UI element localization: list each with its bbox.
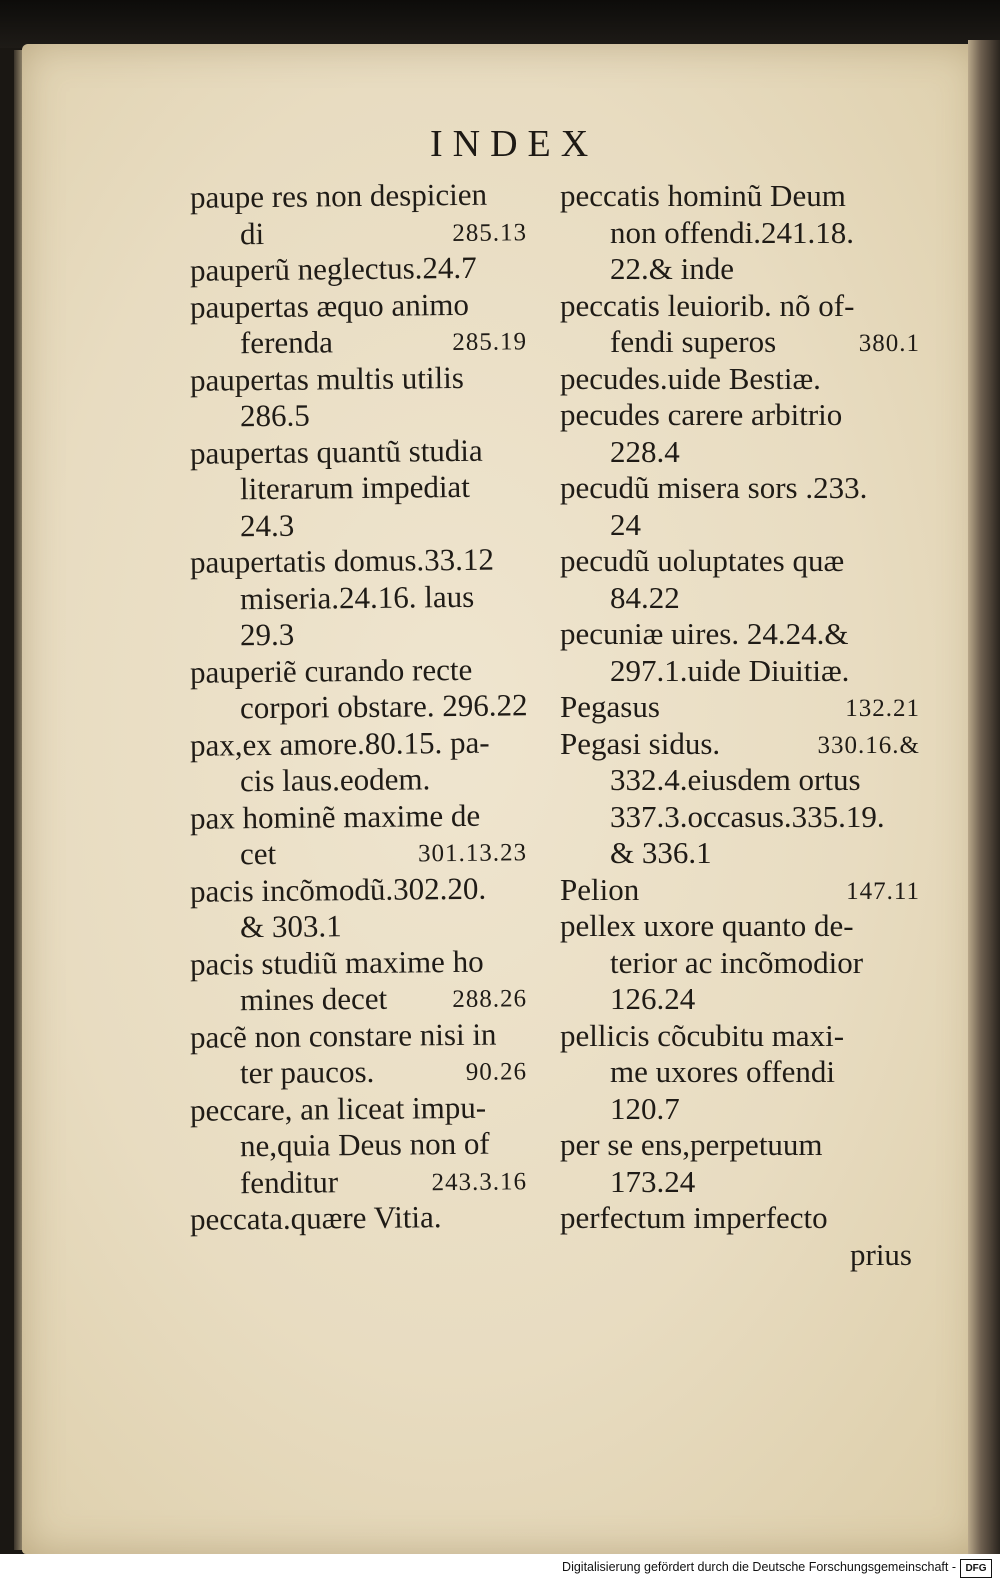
index-entry-line bbox=[190, 505, 535, 545]
index-entry-line bbox=[190, 176, 535, 216]
index-entry-line bbox=[560, 726, 920, 763]
footer-bar bbox=[0, 1554, 1000, 1583]
index-entry-text: prius bbox=[850, 1236, 912, 1272]
index-entry-text: pacẽ non constare nisi in bbox=[189, 1016, 497, 1055]
index-entry-line bbox=[190, 651, 535, 691]
index-entry-line bbox=[190, 833, 535, 873]
index-page-reference: 147.11 bbox=[846, 877, 920, 905]
page-header: INDEX bbox=[430, 123, 599, 165]
index-entry-line bbox=[560, 324, 920, 361]
index-entry-line bbox=[560, 1200, 920, 1237]
index-page-reference: 288.26 bbox=[452, 985, 528, 1014]
index-column-left bbox=[190, 178, 535, 1237]
index-entry-text: me uxores offendi bbox=[610, 1054, 835, 1089]
index-entry-text: pecudũ misera sors .233. bbox=[560, 470, 868, 505]
index-entry-line bbox=[190, 1089, 535, 1129]
index-entry-text: perfectum imperfecto bbox=[560, 1200, 828, 1235]
book-cover-top bbox=[0, 0, 1000, 48]
index-page-reference: 330.16.& bbox=[817, 731, 920, 759]
index-entry-line bbox=[560, 945, 920, 982]
index-entry-line bbox=[190, 760, 535, 800]
index-entry-text: peccatis hominũ Deum bbox=[560, 178, 846, 213]
index-entry-text: 173.24 bbox=[610, 1163, 696, 1199]
index-entry-line bbox=[560, 543, 920, 580]
index-entry-line bbox=[190, 432, 535, 472]
index-entry-line bbox=[190, 906, 535, 946]
index-entry-text: & 336.1 bbox=[610, 835, 712, 870]
index-entry-line bbox=[560, 215, 920, 252]
index-entry-line bbox=[560, 434, 920, 471]
index-entry-text: pax hominẽ maxime de bbox=[189, 797, 481, 836]
index-entry-text: peccatis leuiorib. nõ of- bbox=[560, 287, 855, 323]
index-entry-text: peccare, an liceat impu- bbox=[189, 1089, 487, 1128]
index-entry-line bbox=[190, 979, 535, 1019]
index-entry-line bbox=[190, 359, 535, 399]
index-entry-line bbox=[560, 616, 920, 653]
index-entry-text: pellex uxore quanto de- bbox=[560, 908, 854, 943]
index-entry-text: pacis studiũ maxime ho bbox=[189, 943, 484, 982]
index-entry-text: ne,quia Deus non of bbox=[239, 1125, 490, 1164]
index-entry-text: ter paucos. bbox=[239, 1053, 375, 1091]
index-entry-text: Pelion bbox=[560, 871, 640, 907]
index-entry-text: 22.& inde bbox=[610, 251, 734, 286]
index-entry-line bbox=[560, 361, 920, 398]
index-entry-text: fendi superos bbox=[610, 324, 777, 359]
index-entry-text: cet bbox=[239, 835, 277, 872]
index-entry-line bbox=[560, 1018, 920, 1055]
index-entry-text: 120.7 bbox=[610, 1090, 680, 1126]
index-entry-line bbox=[190, 870, 535, 910]
index-entry-line bbox=[190, 614, 535, 654]
index-entry-text: pax,ex amore.80.15. pa- bbox=[189, 724, 490, 763]
index-entry-line bbox=[190, 1162, 535, 1202]
index-page-reference: 380.1 bbox=[858, 330, 920, 357]
index-entry-text: paupertatis domus.33.12 bbox=[189, 541, 495, 580]
index-entry-text: pecuniæ uires. 24.24.& bbox=[560, 616, 849, 651]
index-entry-line bbox=[190, 724, 535, 764]
index-entry-text: 332.4.eiusdem ortus bbox=[610, 762, 861, 797]
index-entry-line bbox=[560, 288, 920, 325]
index-entry-line bbox=[560, 908, 920, 945]
index-entry-line bbox=[560, 507, 920, 544]
index-entry-line bbox=[190, 687, 535, 727]
index-column-right bbox=[560, 178, 920, 1273]
index-entry-line bbox=[560, 653, 920, 690]
index-entry-text: pecudũ uoluptates quæ bbox=[560, 543, 845, 578]
index-page-reference: 132.21 bbox=[845, 695, 920, 722]
index-entry-line bbox=[560, 1127, 920, 1164]
index-entry-text: 29.3 bbox=[239, 616, 295, 653]
index-entry-line bbox=[190, 578, 535, 618]
index-entry-text: 84.22 bbox=[610, 579, 680, 615]
index-entry-text: corpori obstare. 296.22 bbox=[239, 687, 528, 726]
index-entry-line bbox=[190, 1198, 535, 1238]
index-entry-text: fenditur bbox=[239, 1163, 339, 1200]
index-entry-text: non offendi.241.18. bbox=[610, 214, 854, 250]
index-entry-text: 126.24 bbox=[610, 981, 696, 1016]
index-entry-text: 297.1.uide Diuitiæ. bbox=[610, 652, 850, 688]
index-entry-text: Pegasi sidus. bbox=[560, 725, 721, 761]
index-entry-line bbox=[190, 468, 535, 508]
index-entry-line bbox=[190, 249, 535, 289]
index-entry-text: 24.3 bbox=[239, 507, 295, 543]
index-entry-line bbox=[190, 1016, 535, 1056]
index-entry-line bbox=[190, 213, 535, 253]
index-entry-text: 286.5 bbox=[239, 397, 310, 434]
index-entry-line bbox=[560, 835, 920, 872]
index-entry-line bbox=[190, 541, 535, 581]
index-entry-text: 337.3.occasus.335.19. bbox=[610, 798, 885, 834]
index-entry-text: pauperiẽ curando recte bbox=[189, 651, 473, 690]
index-entry-line bbox=[560, 580, 920, 617]
index-entry-text: per se ens,perpetuum bbox=[560, 1127, 823, 1162]
index-entry-line bbox=[560, 1237, 920, 1274]
index-page-reference: 301.13.23 bbox=[417, 839, 528, 868]
page-edge-right bbox=[968, 40, 1000, 1560]
index-entry-text: 228.4 bbox=[610, 433, 680, 469]
index-entry-line bbox=[560, 1054, 920, 1091]
index-page-reference: 285.13 bbox=[452, 218, 528, 247]
index-entry-text: paupertas quantũ studia bbox=[189, 432, 483, 471]
index-entry-text: terior ac incõmodior bbox=[610, 944, 864, 980]
index-entry-line bbox=[190, 286, 535, 326]
index-entry-line bbox=[560, 397, 920, 434]
footer-credit: Digitalisierung gefördert durch die Deutsche Forschungsgemeinschaft - bbox=[562, 1560, 956, 1574]
index-entry-line bbox=[190, 943, 535, 983]
index-entry-text: pauperũ neglectus.24.7 bbox=[189, 249, 477, 288]
index-entry-text: paupe res non despicien bbox=[189, 176, 488, 215]
index-entry-text: paupertas multis utilis bbox=[189, 359, 464, 398]
index-entry-text: literarum impediat bbox=[239, 468, 471, 507]
index-entry-line bbox=[190, 797, 535, 837]
index-entry-text: cis laus.eodem. bbox=[239, 761, 431, 799]
index-entry-line bbox=[190, 322, 535, 362]
index-entry-line bbox=[190, 395, 535, 435]
index-entry-text: peccata.quære Vitia. bbox=[189, 1199, 442, 1237]
index-entry-text: Pegasus bbox=[560, 689, 660, 724]
index-entry-text: pacis incõmodũ.302.20. bbox=[189, 870, 487, 909]
index-entry-line bbox=[560, 689, 920, 726]
index-entry-text: paupertas æquo animo bbox=[189, 286, 470, 325]
index-entry-text: 24 bbox=[610, 506, 641, 542]
index-entry-line bbox=[560, 251, 920, 288]
index-entry-text: miseria.24.16. laus bbox=[239, 578, 475, 616]
dfg-logo: DFG bbox=[960, 1559, 992, 1578]
index-entry-line bbox=[560, 762, 920, 799]
index-entry-line bbox=[560, 872, 920, 909]
index-page-reference: 285.19 bbox=[452, 328, 528, 357]
index-entry-line bbox=[190, 1125, 535, 1165]
index-entry-text: pecudes carere arbitrio bbox=[560, 397, 843, 432]
index-entry-line bbox=[560, 1091, 920, 1128]
index-entry-line bbox=[560, 178, 920, 215]
index-entry-text: pecudes.uide Bestiæ. bbox=[560, 360, 821, 396]
index-entry-text: mines decet bbox=[239, 980, 388, 1018]
index-entry-text: ferenda bbox=[239, 324, 334, 361]
index-entry-line bbox=[190, 1052, 535, 1092]
index-entry-text: di bbox=[239, 215, 265, 251]
index-page-reference: 243.3.16 bbox=[431, 1167, 528, 1196]
index-entry-line bbox=[560, 799, 920, 836]
index-page-reference: 90.26 bbox=[465, 1058, 528, 1086]
index-entry-line bbox=[560, 470, 920, 507]
index-entry-text: & 303.1 bbox=[239, 908, 342, 945]
index-entry-line bbox=[560, 1164, 920, 1201]
index-entry-text: pellicis cõcubitu maxi- bbox=[560, 1017, 845, 1053]
index-entry-line bbox=[560, 981, 920, 1018]
